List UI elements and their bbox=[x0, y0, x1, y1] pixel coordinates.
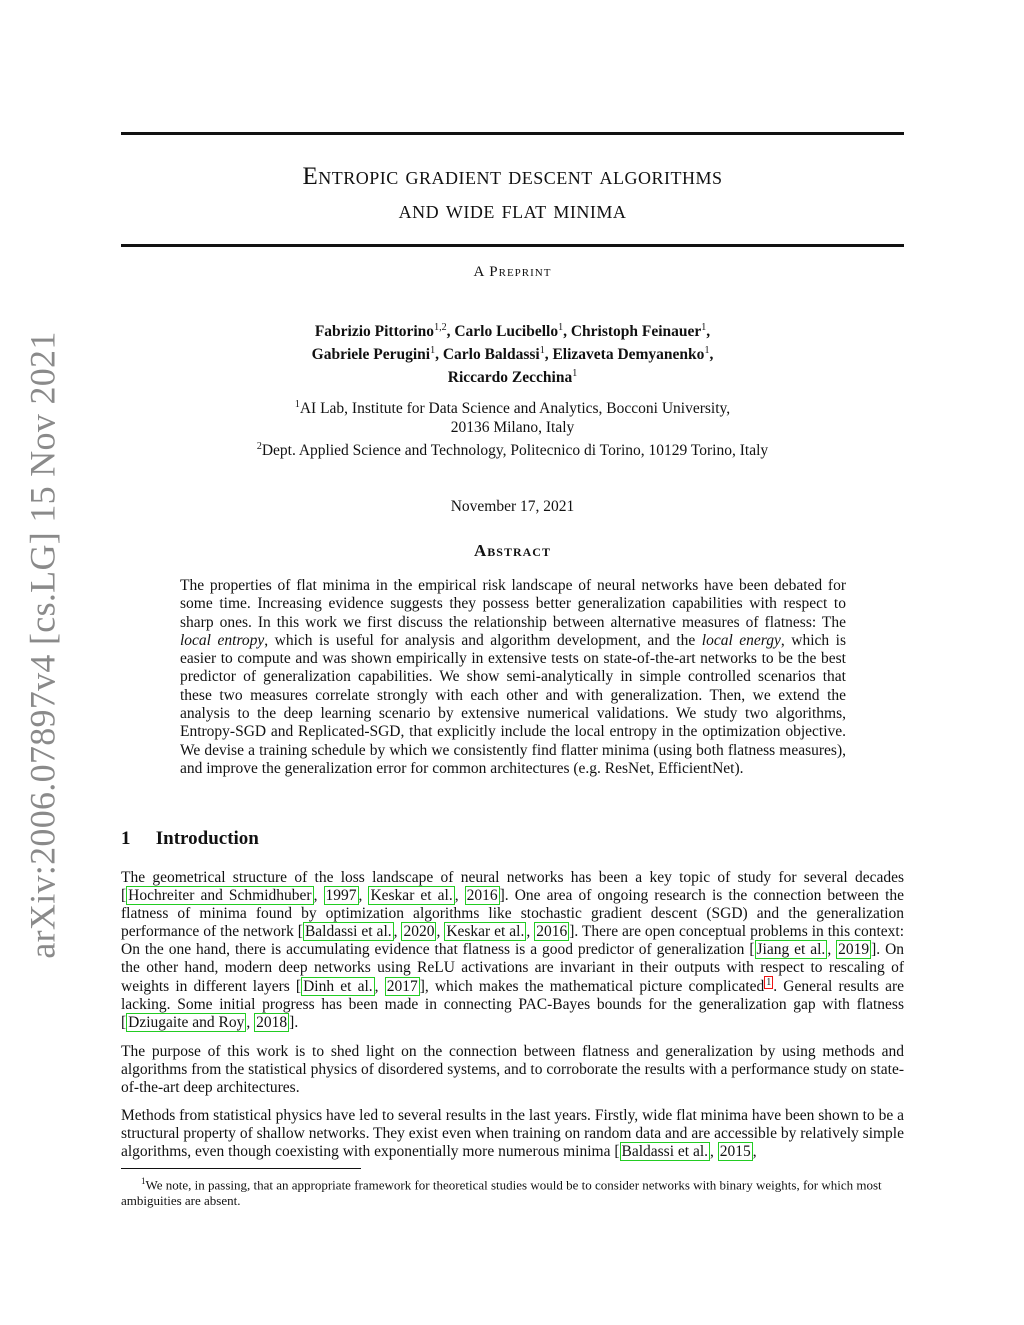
citation-link[interactable]: Keskar et al. bbox=[446, 923, 525, 941]
title-line-1: Entropic gradient descent algorithms bbox=[302, 163, 723, 190]
paper-title bbox=[121, 160, 904, 228]
author-line-2: Gabriele Perugini$^1$, Carlo Baldassi$^1$, Elizaveta Demyanenko$^1$, bbox=[311, 345, 714, 364]
title-rule-bottom bbox=[121, 244, 904, 247]
section-heading bbox=[121, 828, 259, 850]
citation-link[interactable]: Dinh et al. bbox=[303, 977, 373, 995]
section-number: 1 bbox=[121, 828, 131, 849]
abstract-heading: Abstract bbox=[474, 541, 551, 560]
author-name: Carlo Lucibello bbox=[454, 323, 559, 341]
citation-link[interactable]: 2016 bbox=[536, 923, 568, 941]
preprint-label: A Preprint bbox=[473, 264, 552, 280]
author-name: Gabriele Perugini bbox=[311, 346, 431, 364]
paper-date: November 17, 2021 bbox=[450, 498, 575, 515]
affiliation-1-city: 20136 Milano, Italy bbox=[450, 419, 575, 437]
citation-link[interactable]: Keskar et al. bbox=[370, 887, 453, 905]
citation-link[interactable]: Hochreiter and Schmidhuber bbox=[128, 887, 312, 905]
affiliation-mark: 2 bbox=[256, 441, 262, 453]
author-affiliation: 1,2 bbox=[434, 322, 447, 333]
citation-link[interactable]: 2018 bbox=[256, 1013, 288, 1031]
footnote-mark: 1 bbox=[141, 1176, 146, 1186]
arxiv-stamp: arXiv:2006.07897v4 [cs.LG] 15 Nov 2021 bbox=[23, 331, 64, 959]
footnote-rule bbox=[121, 1168, 361, 1169]
citation-link[interactable]: Baldassi et al. bbox=[304, 923, 392, 941]
footnote: $^1$We note, in passing, that an appropriate framework for theoretical studies would be to consider networks with binary weights, for which most ambiguities are absent. bbox=[121, 1176, 882, 1209]
affiliations bbox=[121, 395, 904, 460]
author-affiliation: 1 bbox=[701, 322, 707, 333]
footnote-link[interactable]: 1 bbox=[766, 976, 772, 988]
citation-link[interactable]: 2019 bbox=[838, 941, 870, 959]
citation-link[interactable]: 2020 bbox=[403, 923, 435, 941]
section-title: Introduction bbox=[155, 828, 259, 849]
author-name: Elizaveta Demyanenko bbox=[552, 346, 705, 364]
citation-link[interactable]: Dziugaite and Roy bbox=[128, 1013, 245, 1031]
author-affiliation: 1 bbox=[704, 345, 710, 357]
author-name: Riccardo Zecchina bbox=[447, 369, 573, 387]
author-name: Carlo Baldassi bbox=[442, 346, 540, 364]
intro-paragraph-1: The geometrical structure of the loss landscape of neural networks has been a key topic of study for several decades [ Hochreiter and Schmidhuber , 1997 , Keskar et al. , 2016 ]. One area of ongoing research is the connection between the flatness of minima found by optimization algorithms like stochastic gradient descent (SGD) and the generalization performance of the network [ Baldassi et al. , 2020 , Keskar et al. , 2016 ]. There are open conceptual problems in this context: On the one hand, there is accumulating evidence that flatness is a good predictor of generalization [ Jiang et al. , 2019 ]. On the other hand, modern deep networks using ReLU activations are invariant in their outputs with respect to rescaling of weights in different layers [ Dinh et al. , 2017 ], which makes the mathematical picture complicated $^1$ . General results are lacking. Some initial progress has been made in connecting PAC-Bayes bounds for the generalization gap with flatness [ Dziugaite and Roy , 2018 ]. bbox=[121, 869, 905, 1031]
emphasis-local-entropy: local entropy bbox=[180, 631, 265, 649]
citation-link[interactable]: 1997 bbox=[325, 887, 357, 905]
title-rule-top bbox=[121, 132, 904, 135]
author-affiliation: 1 bbox=[539, 345, 545, 357]
title-line-2: and wide flat minima bbox=[398, 197, 627, 224]
citation-link[interactable]: 2016 bbox=[466, 887, 498, 905]
citation-link[interactable]: 2017 bbox=[386, 977, 418, 995]
affiliation-mark: 1 bbox=[294, 399, 300, 410]
abstract-body: The properties of flat minima in the empirical risk landscape of neural networks have been debated for some time. Increasing evidence suggests they possess better generalization capabilities with respect to sharp ones. In this work we first discuss the relationship between alternative measures of flatness: The local entropy, which is useful for analysis and algorithm development, and the local energy, which is easier to compute and was shown empirically in extensive tests on state-of-the-art networks to be the best predictor of generalization capabilities. We show semi-analytically in simple controlled scenarios that these two measures correlate strongly with each other and with generalization. Then, we extend the analysis to the deep learning scenario by extensive numerical validations. We study two algorithms, Entropy-SGD and Replicated-SGD, that explicitly include the local entropy in the optimization objective. We devise a training schedule by which we consistently find flatter minima (using both flatness measures), and improve the generalization error for common architectures (e.g. ResNet, EfficientNet). bbox=[180, 577, 847, 777]
author-affiliation: 1 bbox=[558, 322, 564, 333]
affiliation-2: $^2$Dept. Applied Science and Technology, Politecnico di Torino, 10129 Torino, Italy bbox=[256, 441, 769, 460]
citation-link[interactable]: Jiang et al. bbox=[756, 941, 826, 959]
author-affiliation: 1 bbox=[430, 345, 436, 357]
author-name: Christoph Feinauer bbox=[570, 323, 702, 341]
author-affiliation: 1 bbox=[572, 368, 578, 380]
affiliation-1: $^1$AI Lab, Institute for Data Science and Analytics, Bocconi University, bbox=[294, 399, 731, 418]
citation-link[interactable]: Baldassi et al. bbox=[621, 1143, 709, 1161]
author-line-3 bbox=[121, 364, 904, 387]
author-name: Fabrizio Pittorino bbox=[314, 323, 435, 341]
intro-paragraph-3: Methods from statistical physics have led to several results in the last years. Firstly, wide flat minima have been shown to be a structural property of shallow networks. They exist even when training on random data and are accessible by relatively simple algorithms, even though coexisting with exponentially more numerous minima [ Baldassi et al. , 2015 , bbox=[121, 1107, 904, 1161]
intro-paragraph-2: The purpose of this work is to shed light on the connection between flatness and generalization by using methods and algorithms from the statistical physics of disordered systems, and to corroborate the results with a performance study on state-of-the-art deep architectures. bbox=[121, 1043, 904, 1097]
citation-link[interactable]: 2015 bbox=[719, 1143, 751, 1161]
author-line-1: Fabrizio Pittorino$^{1,2}$, Carlo Lucibello$^1$, Christoph Feinauer$^1$, bbox=[314, 322, 711, 341]
author-list bbox=[121, 318, 904, 387]
emphasis-local-energy: local energy bbox=[701, 631, 781, 649]
